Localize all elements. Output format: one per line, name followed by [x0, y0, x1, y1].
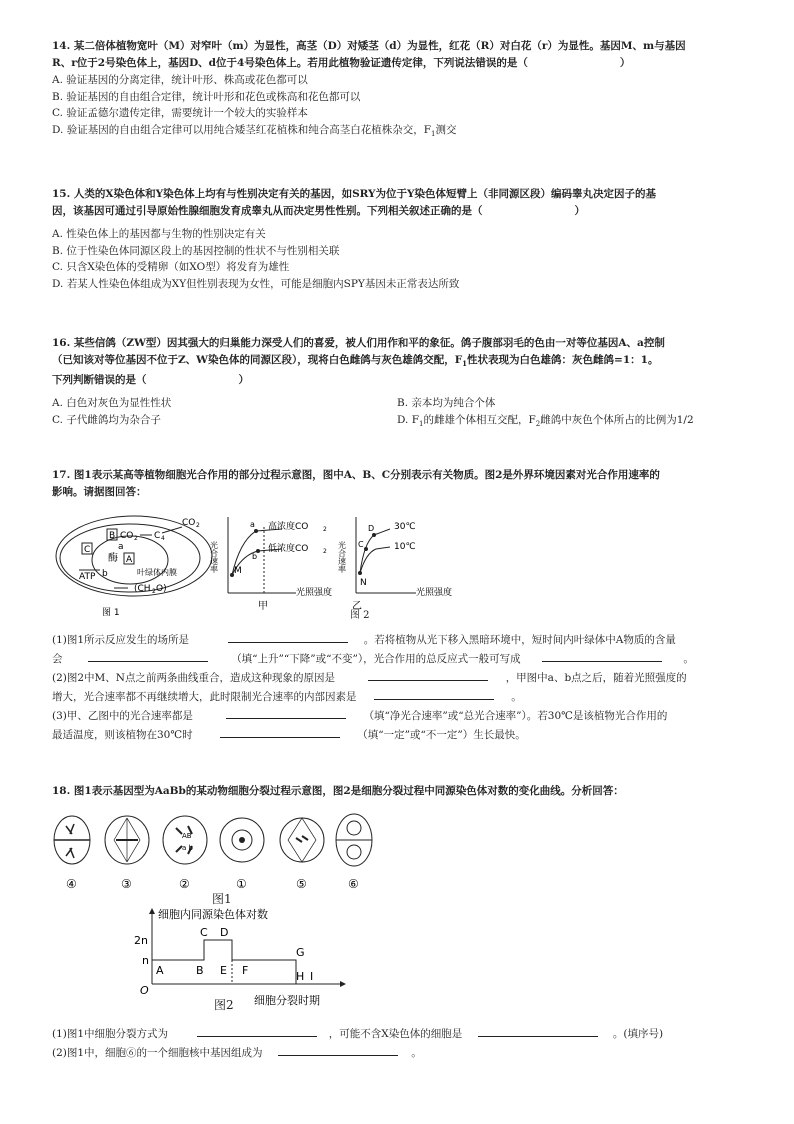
- q17-p2-line2: [52, 687, 752, 706]
- q17-p1-line1: [52, 630, 752, 649]
- label-ch2o-end: O): [156, 584, 167, 594]
- q14-option-d[interactable]: [52, 122, 752, 143]
- jia-ylabel: 光合速率: [209, 541, 219, 573]
- q17-p2-b: ，甲图中a、b点之后，随着光照强度的: [505, 672, 687, 684]
- label-co2-outer-sub: 2: [196, 522, 200, 529]
- q17-blank-6[interactable]: [226, 706, 346, 719]
- chart-ylabel: 细胞内同源染色体对数: [158, 908, 268, 921]
- question-14: [52, 38, 752, 142]
- q17-blank-7[interactable]: [220, 725, 340, 738]
- q17-p1-e: 。: [683, 653, 694, 665]
- q17-figure2-caption: 图 2: [350, 610, 370, 621]
- q14-option-d-sub: 1: [431, 129, 436, 138]
- cell-5-spindle: [288, 818, 316, 862]
- q17-p2-c: 增大，光合速率都不再继续增大，此时限制光合速率的内部因素是: [52, 691, 357, 703]
- cell-6: [336, 814, 372, 866]
- q15-option-b[interactable]: B. 位于性染色体同源区段上的基因控制的性状不与性别相关联: [52, 244, 340, 257]
- q16-options-row2: [52, 412, 752, 433]
- q17-p3-c: 最适温度，则该植物在30℃时: [52, 729, 193, 741]
- q17-p1-c: 会: [52, 653, 63, 665]
- jia-name: 甲: [258, 601, 268, 612]
- q17-figure1: [52, 513, 222, 621]
- q16-option-d-sub1: 1: [419, 419, 424, 428]
- q16-stem-sub: 1: [462, 359, 468, 369]
- q18-blank-2[interactable]: [478, 1024, 598, 1037]
- arrow-co2-in: [162, 527, 182, 533]
- label-A: A: [126, 555, 133, 565]
- chart-point-I: I: [310, 970, 314, 983]
- q18-figure1-caption: 图1: [212, 892, 232, 906]
- label-c4: C: [154, 531, 161, 541]
- q15-option-d[interactable]: D. 若某人性染色体组成为XY但性别表现为女性，可能是细胞内SPY基因未正常表达所致: [52, 277, 460, 290]
- cell-5-membrane: [280, 818, 324, 862]
- q14-option-a[interactable]: A. 验证基因的分离定律，统计叶形、株高或花色都可以: [52, 74, 308, 86]
- q17-blank-2[interactable]: [88, 649, 208, 662]
- label-c4-sub: 4: [161, 535, 165, 542]
- jia-label-high: 高浓度CO: [268, 522, 309, 532]
- q16-stem-line3: 下列判断错误的是（: [52, 374, 147, 387]
- jia-xlabel: 光照强度: [296, 588, 333, 598]
- cell-2: [163, 816, 207, 864]
- yi-label-30c: 30℃: [394, 522, 416, 532]
- q17-p1-line2: [52, 649, 752, 668]
- chart-ytick-2n: 2n: [134, 934, 148, 947]
- q16-option-d-end: 雌鸽中灰色个体所占的比例为1/2: [540, 413, 694, 426]
- q17-p3-line1: [52, 706, 752, 725]
- question-15: [52, 186, 752, 292]
- q16-option-d-sub2: 2: [535, 419, 541, 428]
- q18-blank-3[interactable]: [278, 1043, 398, 1056]
- chart-xlabel: 细胞分裂时期: [254, 994, 320, 1007]
- cell-1: [220, 818, 264, 862]
- q14-option-d-end: 测交: [435, 123, 457, 136]
- yi-label-c: C: [358, 540, 364, 549]
- q16-stem-end: ）: [238, 374, 249, 387]
- label-co2-inner: CO: [120, 531, 134, 541]
- question-17: [52, 467, 752, 501]
- q16-option-a[interactable]: A. 白色对灰色为显性性状: [52, 397, 172, 410]
- q17-blank-5[interactable]: [374, 687, 494, 700]
- cell-4-chromosomes: [66, 824, 74, 858]
- q18-figure2-caption: 图2: [214, 998, 234, 1012]
- q18-p2-a: (2)图1中，细胞⑥的一个细胞核中基因组成为: [52, 1047, 263, 1059]
- q16-options-row1: [52, 395, 752, 412]
- q17-blank-3[interactable]: [542, 649, 662, 662]
- label-co2-outer: CO: [182, 518, 196, 528]
- q18-p1: [52, 1024, 752, 1043]
- chart-point-E: E: [220, 964, 227, 977]
- cell-6-nucleus-bottom: [347, 845, 361, 859]
- q14-stem-end: ）: [619, 57, 631, 69]
- q14-stem-line2: R、r位于2号染色体上，基因D、d位于4号染色体上。若用此植物验证遗传定律，下列说法错误的是（: [52, 57, 528, 69]
- q18-figure1: [52, 810, 382, 900]
- q16-stem-line2-end: 性状表现为白色雄鸽：灰色雌鸽=1：1。: [467, 354, 659, 366]
- q15-option-a[interactable]: A. 性染色体上的基因都与生物的性别决定有关: [52, 228, 266, 240]
- jia-label-m: M: [234, 566, 242, 576]
- q18-p2-b: 。: [411, 1047, 422, 1059]
- cell-label-2: ②: [179, 877, 190, 891]
- q18-p1-c: 。(填序号): [612, 1028, 664, 1040]
- yi-xlabel: 光照强度: [416, 588, 453, 598]
- cell-2-membrane: [163, 816, 207, 864]
- q16-stem: [52, 335, 752, 389]
- chart-point-F: F: [242, 964, 249, 977]
- q14-option-c[interactable]: C. 验证孟德尔遗传定律，需要统计一个较大的实验样本: [52, 107, 308, 119]
- label-inner-membrane: 叶绿体内膜: [137, 568, 177, 577]
- q17-figure2-yi: [337, 513, 470, 621]
- q16-option-d-text: D. F: [397, 413, 420, 426]
- svg-text:a b: a b: [182, 844, 193, 852]
- yi-point-n: [358, 571, 362, 575]
- q16-stem-line1: 16. 某些信鸽（ZW型）因其强大的归巢能力深受人们的喜爱，被人们用作和平的象征。鸽子腹部羽毛的色由一对等位基因A、a控制: [52, 337, 665, 349]
- q14-stem-line1: 14. 某二倍体植物宽叶（M）对窄叶（m）为显性，高茎（D）对矮茎（d）为显性，红花（R）对白花（r）为显性。基因M、m与基因: [52, 40, 686, 52]
- chart-origin: O: [140, 984, 149, 997]
- jia-label-high-sub: 2: [323, 526, 327, 533]
- q17-p3-line2: [52, 725, 752, 744]
- yi-label-d: D: [368, 524, 375, 533]
- label-C: C: [84, 545, 91, 555]
- q17-p1-a: (1)图1所示反应发生的场所是: [52, 634, 190, 646]
- q17-p2-a: (2)图2中M、N点之前两条曲线重合，造成这种现象的原因是: [52, 672, 335, 684]
- q15-stem-end: ）: [574, 205, 585, 217]
- q17-p3-d: （填“一定”或“不一定”）生长最快。: [357, 729, 526, 741]
- q15-stem: [52, 186, 752, 220]
- question-16: [52, 335, 752, 432]
- chart-x-arrow: [340, 981, 346, 987]
- q16-option-c[interactable]: C. 子代雌鸽均为杂合子: [52, 413, 161, 426]
- q15-stem-line2: 因，该基因可通过引导原始性腺细胞发育成睾丸从而决定男性性别。下列相关叙述正确的是（: [52, 205, 483, 217]
- jia-label-a: a: [250, 520, 255, 529]
- q17-subquestions: [52, 630, 752, 744]
- chart-ytick-n: n: [142, 954, 149, 967]
- label-ch2o: (CH: [134, 584, 151, 594]
- cell-5-chromosomes: [296, 836, 308, 842]
- q17-p2-d: 。: [511, 691, 522, 703]
- cell-label-3: ③: [121, 877, 132, 891]
- cell-4: [54, 816, 90, 864]
- q17-figure2-jia: [209, 513, 342, 621]
- label-B: B: [109, 531, 116, 541]
- yi-point-c: [364, 547, 368, 551]
- q15-stem-line1: 15. 人类的X染色体和Y染色体上均有与性别决定有关的基因，如SRY为位于Y染色体短臂上（非同源区段）编码睾丸决定因子的基: [52, 188, 657, 200]
- q17-p3-a: (3)甲、乙图中的光合速率都是: [52, 710, 193, 722]
- yi-name: 乙: [352, 601, 362, 612]
- chart-point-D: D: [220, 926, 229, 939]
- label-enzyme: 酶: [108, 553, 118, 564]
- q16-option-d[interactable]: [397, 412, 742, 433]
- q18-p2: [52, 1043, 752, 1062]
- chart-point-A: A: [156, 964, 164, 977]
- jia-label-low-sub: 2: [323, 548, 327, 555]
- label-ch2o-sub: 2: [152, 588, 156, 595]
- q17-p1-d: （填“上升”“下降”或“不变”），光合作用的总反应式一般可写成: [231, 653, 521, 665]
- yi-label-n: N: [360, 578, 367, 588]
- q16-option-d-mid: 的雌雄个体相互交配，F: [423, 413, 536, 426]
- label-b: b: [102, 569, 108, 579]
- q18-p1-b: ，可能不含X染色体的细胞是: [328, 1028, 463, 1040]
- q17-p3-b: （填“净光合速率”或“总光合速率”）。若30℃是该植物光合作用的: [363, 710, 668, 722]
- q17-stem: [52, 467, 752, 501]
- svg-text:AB: AB: [182, 832, 192, 840]
- q17-p1-b: 。若将植物从光下移入黑暗环境中，短时间内叶绿体中A物质的含量: [363, 634, 676, 646]
- q18-subquestions: [52, 1024, 752, 1062]
- label-atp: ATP: [79, 572, 96, 582]
- cell-6-nucleus-top: [347, 821, 361, 835]
- chart-point-G: G: [296, 946, 305, 959]
- cell-label-6: ⑥: [348, 877, 359, 891]
- q17-stem-line1: 17. 图1表示某高等植物细胞光合作用的部分过程示意图，图中A、B、C分别表示有关物质。图2是外界环境因素对光合作用速率的: [52, 469, 660, 481]
- q15-option-c[interactable]: C. 只含X染色体的受精卵（如XO型）将发育为雄性: [52, 261, 290, 273]
- q16-stem-line2: （已知该对等位基因不位于Z、W染色体的同源区段），现将白色雌鸽与灰色雄鸽交配，F: [52, 354, 463, 366]
- cell-label-5: ⑤: [296, 877, 307, 891]
- q14-option-d-text: D. 验证基因的自由组合定律可以用纯合矮茎红花植株和纯合高茎白花植株杂交，F: [52, 123, 432, 136]
- label-a: a: [118, 542, 124, 552]
- q18-p1-a: (1)图1中细胞分裂方式为: [52, 1028, 169, 1040]
- q17-p2-line1: [52, 668, 752, 687]
- cell-label-4: ④: [66, 877, 77, 891]
- q18-blank-1[interactable]: [197, 1024, 317, 1037]
- yi-point-d: [372, 533, 376, 537]
- q18-stem: 18. 图1表示基因型为AaBb的某动物细胞分裂过程示意图，图2是细胞分裂过程中同源染色体对数的变化曲线。分析回答：: [52, 785, 624, 797]
- q14-option-b[interactable]: B. 验证基因的自由组合定律，统计叶形和花色或株高和花色都可以: [52, 90, 361, 103]
- jia-point-a: [254, 529, 258, 533]
- cell-3: [105, 816, 149, 864]
- label-co2-inner-sub: 2: [134, 535, 138, 542]
- chart-y-arrow: [149, 908, 155, 914]
- chart-point-B: B: [196, 964, 204, 977]
- cell-label-1: ①: [236, 877, 247, 891]
- q17-blank-1[interactable]: [228, 630, 348, 643]
- q17-stem-line2: 影响。请据图回答：: [52, 486, 147, 498]
- q18-figure2-chart: [130, 904, 360, 1014]
- chart-line: [152, 940, 296, 984]
- yi-ylabel: 光合速率: [337, 541, 347, 573]
- q17-blank-4[interactable]: [368, 668, 488, 681]
- chart-point-C: C: [200, 926, 208, 939]
- figure1-caption: 图 1: [102, 608, 120, 618]
- q14-stem: [52, 38, 752, 72]
- yi-label-10c: 10℃: [394, 542, 416, 552]
- cell-5: [280, 818, 324, 862]
- q16-option-b[interactable]: B. 亲本均为纯合个体: [397, 397, 496, 410]
- jia-label-low: 低浓度CO: [268, 544, 309, 554]
- jia-label-b: b: [252, 552, 258, 561]
- chart-point-H: H: [296, 970, 305, 983]
- cell-1-nucleolus: [239, 837, 245, 843]
